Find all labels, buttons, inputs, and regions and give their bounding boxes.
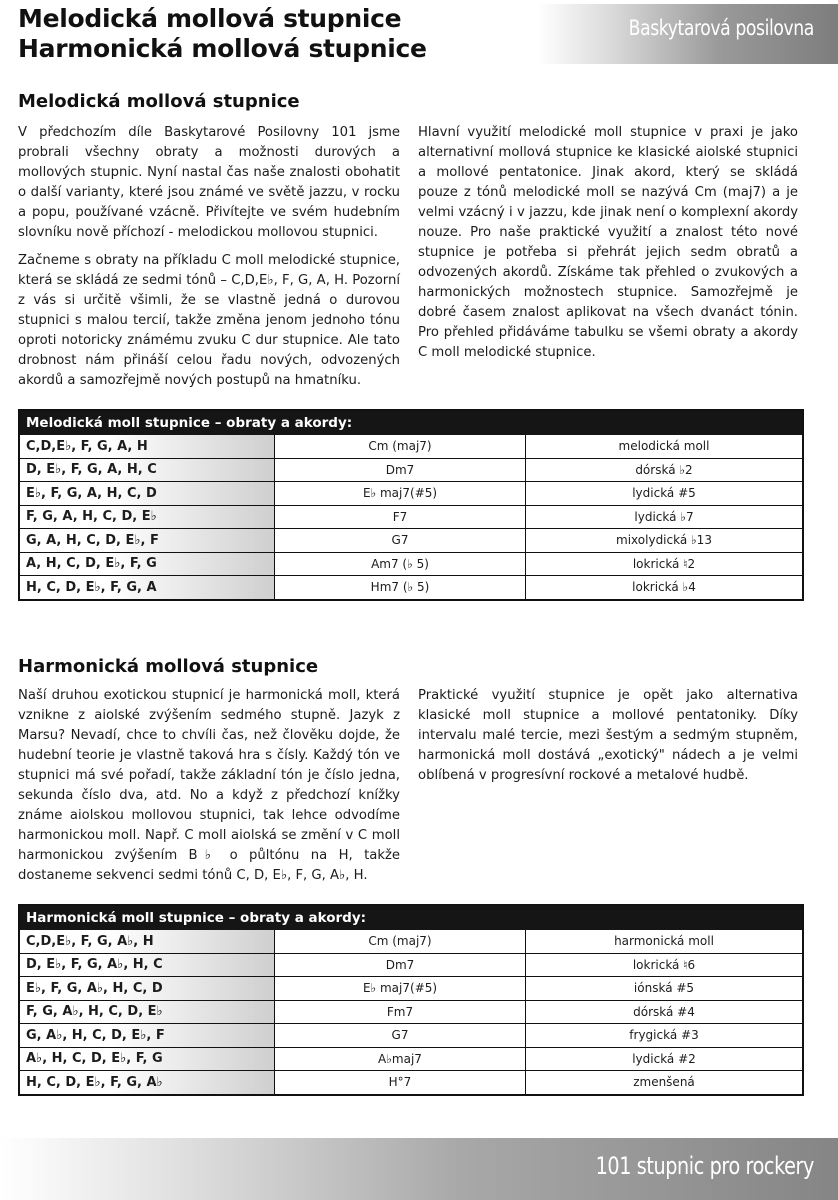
scale-tones-cell: C,D,E♭, F, G, A, H xyxy=(20,435,275,458)
table-row xyxy=(20,575,802,599)
mode-cell: zmenšená xyxy=(633,1075,695,1090)
chord-cell: H°7 xyxy=(275,1071,526,1094)
chord-cell: A♭maj7 xyxy=(275,1048,526,1071)
header-banner xyxy=(538,4,838,64)
footer-banner xyxy=(0,1138,838,1200)
table-title: Harmonická moll stupnice – obraty a akordy: xyxy=(20,906,802,930)
scale-tones-cell: F, G, A, H, C, D, E♭ xyxy=(20,506,275,529)
scale-tones-cell: H, C, D, E♭, F, G, A♭ xyxy=(20,1071,275,1094)
chord-cell: G7 xyxy=(275,529,526,552)
paragraph: Začneme s obraty na příkladu C moll melodické stupnice, která se skládá ze sedmi tónů – C,D,E♭, F, G, A, H. Pozorní z vás si určitě všimli, že se vlastně jedná o durovou stupnici s malou tercií, takže změna jenom jednoho tónu oproti notoricky známému zvuku C dur stupnice. Ale tato drobnost nám přináší celou řadu nových, odvozených akordů a samozřejmě nových postupů na hmatníku. xyxy=(18,253,400,388)
mode-cell: lokrická ♮2 xyxy=(632,556,696,571)
mode-cell: harmonická moll xyxy=(614,934,714,949)
chord-cell: Dm7 xyxy=(275,459,526,482)
mode-cell: lydická #2 xyxy=(632,1051,696,1066)
table-row xyxy=(20,1070,802,1094)
table-row xyxy=(20,435,802,458)
series-label: Baskytarová posilovna xyxy=(628,16,814,40)
table-row xyxy=(20,458,802,482)
mode-cell: frygická #3 xyxy=(629,1028,699,1043)
scale-tones-cell: A♭, H, C, D, E♭, F, G xyxy=(20,1048,275,1071)
footer-label: 101 stupnic pro rockery xyxy=(595,1152,814,1180)
scale-tones-cell: E♭, F, G, A♭, H, C, D xyxy=(20,977,275,1000)
harmonic-left-column xyxy=(18,686,400,894)
paragraph: Praktické využití stupnice je opět jako alternativa klasické moll stupnice a mollové pentatoniky. Díky intervalu malé tercie, mezi šestým a sedmým stupněm, harmonická moll dostává „exotický" nádech a je velmi oblíbená v progresívní rockové a metalové hudbě. xyxy=(418,688,798,783)
table-row xyxy=(20,505,802,529)
paragraph: Hlavní využití melodické moll stupnice v praxi je jako alternativní mollová stupnice ke klasické aiolské stupnici a mollové pentatonice. Jinak akord, který se skládá pouze z tónů melodické moll se nazývá Cm (maj7) a je velmi vzácný i v jazzu, kde jinak není o komplexní akordy nouze. Pro naše praktické využití a znalost této nové stupnice je potřeba si přehrát jejich sedm obratů a odvozených akordů. Získáme tak přehled o zvukových a harmonických možnostech stupnice. Samozřejmě je dobré časem znalost aplikovat na všech dvanáct tónin. Pro přehled přidáváme tabulku se všemi obraty a akordy C moll melodické stupnice. xyxy=(418,125,798,360)
scale-tones-cell: F, G, A♭, H, C, D, E♭ xyxy=(20,1001,275,1024)
melodic-right-column xyxy=(418,123,798,371)
scale-tones-cell: H, C, D, E♭, F, G, A xyxy=(20,576,275,599)
chord-cell: Am7 (♭ 5) xyxy=(275,553,526,576)
table-row xyxy=(20,953,802,977)
scale-tones-cell: C,D,E♭, F, G, A♭, H xyxy=(20,930,275,953)
chord-cell: E♭ maj7(#5) xyxy=(275,977,526,1000)
mode-cell: dórská #4 xyxy=(633,1004,695,1019)
melodic-left-column xyxy=(18,123,400,399)
table-row xyxy=(20,528,802,552)
scale-tones-cell: E♭, F, G, A, H, C, D xyxy=(20,482,275,505)
chord-cell: E♭ maj7(#5) xyxy=(275,482,526,505)
mode-cell: lokrická ♮6 xyxy=(632,957,696,972)
table-row xyxy=(20,481,802,505)
table-row xyxy=(20,1047,802,1071)
mode-cell: mixolydická ♭13 xyxy=(616,533,712,548)
page-title-line-2: Harmonická mollová stupnice xyxy=(18,34,427,63)
table-row xyxy=(20,1000,802,1024)
chord-cell: Cm (maj7) xyxy=(275,930,526,953)
mode-cell: lydická ♭7 xyxy=(634,509,694,524)
table-body xyxy=(20,930,802,1094)
chord-cell: Dm7 xyxy=(275,954,526,977)
mode-cell: dórská ♭2 xyxy=(635,462,693,477)
table-body xyxy=(20,435,802,599)
scale-tones-cell: A, H, C, D, E♭, F, G xyxy=(20,553,275,576)
scale-tones-cell: D, E♭, F, G, A, H, C xyxy=(20,459,275,482)
harmonic-modes-table xyxy=(18,904,804,1096)
mode-cell: lydická #5 xyxy=(632,486,696,501)
mode-cell: lokrická ♭4 xyxy=(632,580,696,595)
table-title: Melodická moll stupnice – obraty a akordy: xyxy=(20,411,802,435)
page-title xyxy=(18,4,427,64)
page-title-line-1: Melodická mollová stupnice xyxy=(18,4,402,33)
chord-cell: G7 xyxy=(275,1024,526,1047)
melodic-section-heading: Melodická mollová stupnice xyxy=(18,91,300,112)
table-row xyxy=(20,976,802,1000)
harmonic-section-heading: Harmonická mollová stupnice xyxy=(18,656,319,677)
table-row xyxy=(20,930,802,953)
scale-tones-cell: D, E♭, F, G, A♭, H, C xyxy=(20,954,275,977)
chord-cell: Fm7 xyxy=(275,1001,526,1024)
chord-cell: Cm (maj7) xyxy=(275,435,526,458)
paragraph: Naší druhou exotickou stupnicí je harmonická moll, která vznikne z aiolské zvýšením sedmého stupně. Jazyk z Marsu? Nevadí, chce to chvíli čas, než člověku dojde, že hudební teorie je vlastně taková hra s čísly. Každý tón ve stupnici má své pořadí, takže základní tón je číslo jedna, sekunda číslo dva, atd. No a když z předchozí knížky známe aiolskou mollovou stupnici, tak lehce odvodíme harmonickou moll. Např. C moll aiolská se změní v C moll harmonickou zvýšením B♭ o půltónu na H, takže dostaneme sekvenci sedmi tónů C, D, E♭, F, G, A♭, H. xyxy=(18,688,400,883)
harmonic-right-column xyxy=(418,686,798,794)
table-row xyxy=(20,1023,802,1047)
table-row xyxy=(20,552,802,576)
scale-tones-cell: G, A, H, C, D, E♭, F xyxy=(20,529,275,552)
melodic-modes-table xyxy=(18,409,804,601)
chord-cell: Hm7 (♭ 5) xyxy=(275,576,526,599)
paragraph: V předchozím díle Baskytarové Posilovny 101 jsme probrali všechny obraty a možnosti durových a mollových stupnic. Nyní nastal čas naše znalosti obohatit o další varianty, které jsou známé ve světě jazzu, v rocku a popu, používané vzácně. Přivítejte ve svém hudebním slovníku nově příchozí - melodickou mollovou stupnici. xyxy=(18,125,400,240)
chord-cell: F7 xyxy=(275,506,526,529)
mode-cell: iónská #5 xyxy=(633,981,695,996)
mode-cell: melodická moll xyxy=(618,439,710,454)
scale-tones-cell: G, A♭, H, C, D, E♭, F xyxy=(20,1024,275,1047)
